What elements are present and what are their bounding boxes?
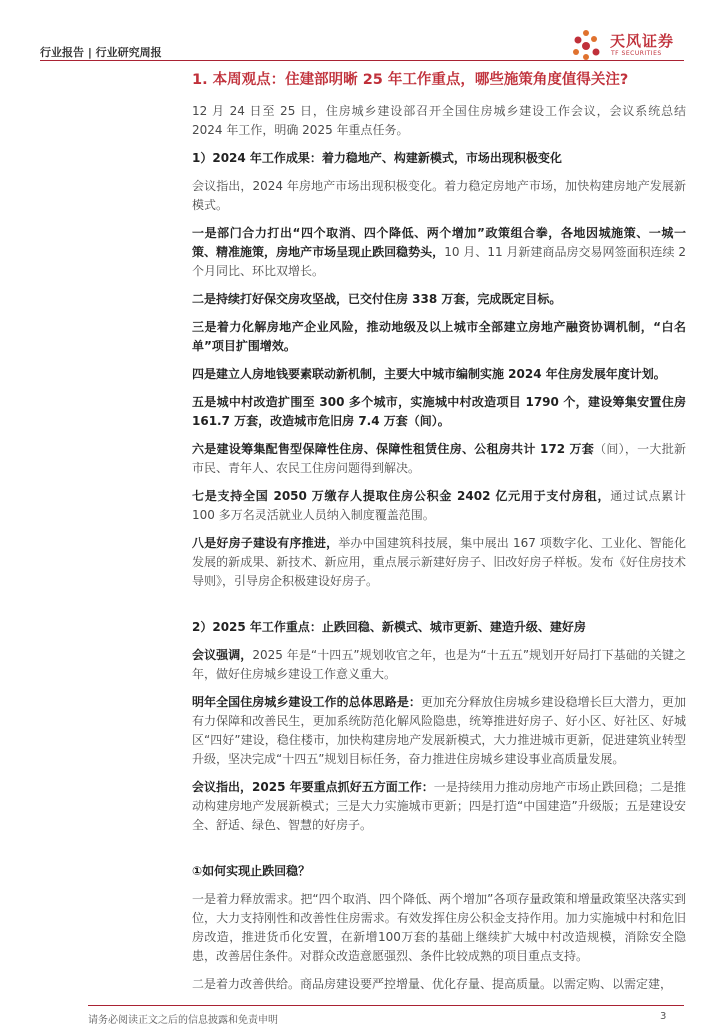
paragraph [192,224,686,281]
spacer [192,844,686,862]
subsection-heading-2024: 1）2024 年工作成果：着力稳地产、构建新模式，市场出现积极变化 [192,151,562,165]
spacer [192,600,686,618]
paragraph [192,693,686,769]
paragraph-text: 通过试点累计 100 多万名灵活就业人员纳入制度覆盖范围。 [192,489,686,522]
bold-lead: 二是持续打好保交房攻坚战，已交付住房 338 万套，完成既定目标。 [192,292,562,306]
paragraph [192,778,686,835]
bold-lead: 七是支持全国 2050 万缴存人提取住房公积金 2402 亿元用于支付房租， [192,489,611,503]
paragraph: 一是着力释放需求。把“四个取消、四个降低、两个增加”各项存量政策和增量政策坚决落实到位，大力支持刚性和改善性住房需求。有效发挥住房公积金支持作用。加力实施城中村和危旧房改造，推进货币化安置，在新增100万套的基础上继续扩大城中村改造规模，消除安全隐患，改善居住条件。对群众改造意愿强烈、条件比较成熟的项目重点支持。 [192,892,686,963]
paragraph-text: 举办中国建筑科技展，集中展出 167 项数字化、工业化、智能化发展的新成果、新技术、新应用，重点展示新建好房子、旧改好房子样板。发布《好住房技术导则》，引导房企积极建设好房子。 [192,536,686,588]
bold-lead: 四是建立人房地钱要素联动新机制，主要大中城市编制实施 2024 年住房发展年度计划。 [192,367,666,381]
paragraph-text: 10 月、11 月新建商品房交易网签面积连续 2 个月同比、环比双增长。 [192,245,686,278]
report-category: 行业报告 | 行业研究周报 [40,46,162,59]
paragraph-text: 一是持续用力推动房地产市场止跌回稳；二是推动构建房地产发展新模式；三是大力实施城市更新；四是打造“中国建造”升级版；五是建设安全、舒适、绿色、智慧的好房子。 [192,780,686,832]
bold-lead: 八是好房子建设有序推进， [192,536,339,550]
paragraph [192,534,686,591]
paragraph [192,646,686,684]
paragraph [192,365,686,384]
page-header [0,0,724,64]
section-title: 1. 本周观点：住建部明晰 25 年工作重点，哪些施策角度值得关注? [192,72,629,88]
paragraph: 二是着力改善供给。商品房建设要严控增量、优化存量、提高质量。以需定购、以需定建， [192,977,673,991]
disclaimer-text: 请务必阅读正文之后的信息披露和免责申明 [88,1015,278,1026]
paragraph-text: 更加充分释放住房城乡建设稳增长巨大潜力，更加有力保障和改善民生，更加系统防范化解风险隐患，统筹推进好房子、好小区、好社区、好城区“四好”建设，稳住楼市，加快构建房地产发展新模式，大力推进城市更新，促进建筑业转型升级，坚决完成“十四五”规划目标任务，奋力推进住房城乡建设事业高质量发展。 [192,695,686,766]
logo-english: TF SECURITIES [611,50,662,57]
logo-name: 天风证券 [610,32,675,50]
header-divider [40,60,684,61]
paragraph [192,440,686,478]
paragraph: 会议指出，2024 年房地产市场出现积极变化。着力稳定房地产市场，加快构建房地产发展新模式。 [192,179,686,212]
bold-lead: 会议强调， [192,648,253,662]
footer-divider [88,1005,684,1006]
page-number: 3 [660,1011,667,1022]
main-content [192,70,686,1003]
paragraph-text: （间），一大批新市民、青年人、农民工住房问题得到解决。 [192,442,686,475]
subsection-heading-stabilize: ①如何实现止跌回稳？ [192,864,311,878]
paragraph-text: 2025 年是“十四五”规划收官之年，也是为“十五五”规划开好局打下基础的关键之年，做好住房城乡建设工作意义重大。 [192,648,686,681]
logo [568,28,688,62]
bold-lead: 六是建设筹集配售型保障性住房、保障性租赁住房、公租房共计 172 万套 [192,442,595,456]
paragraph [192,290,686,309]
bold-lead: 明年全国住房城乡建设工作的总体思路是： [192,695,421,709]
paragraph [192,393,686,431]
subsection-heading-2025: 2）2025 年工作重点：止跌回稳、新模式、城市更新、建造升级、建好房 [192,620,586,634]
tf-logo-icon [568,28,608,62]
paragraph [192,487,686,525]
intro-paragraph: 12 月 24 日至 25 日，住房城乡建设部召开全国住房城乡建设工作会议，会议系统总结 2024 年工作，明确 2025 年重点任务。 [192,104,686,137]
paragraph [192,318,686,356]
bold-lead: 三是着力化解房地产企业风险，推动地级及以上城市全部建立房地产融资协调机制，“白名单”项目扩围增效。 [192,320,686,353]
bold-lead: 一是部门合力打出“四个取消、四个降低、两个增加”政策组合拳，各地因城施策、一城一策、精准施策，房地产市场呈现止跌回稳势头， [192,226,686,259]
bold-lead: 会议指出，2025 年要重点抓好五方面工作： [192,780,434,794]
bold-lead: 五是城中村改造扩围至 300 多个城市，实施城中村改造项目 1790 个，建设筹集安置住房 161.7 万套，改造城市危旧房 7.4 万套（间）。 [192,395,686,428]
